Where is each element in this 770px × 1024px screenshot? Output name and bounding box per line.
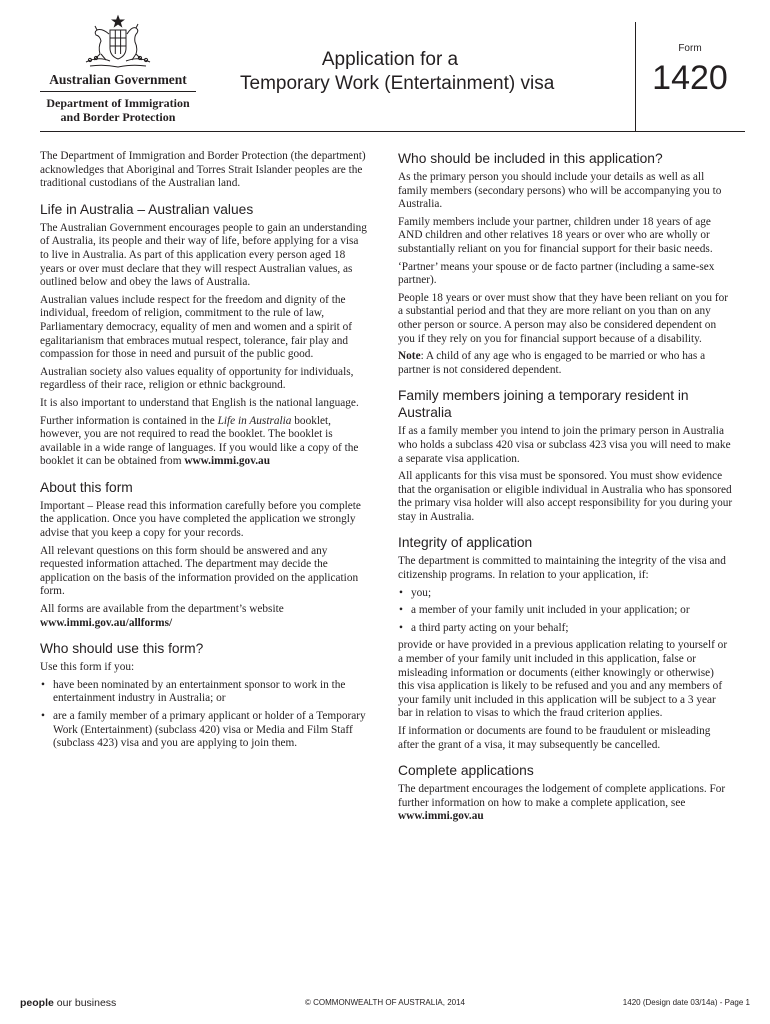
about-paragraph: All relevant questions on this form should be answered and any requested information attached. The department may decide the application on the basis of the information provided on the application form. (40, 544, 359, 598)
included-paragraph: Family members include your partner, children under 18 years of age AND children and other relatives 18 years or over who are wholly or substantially reliant on you for financial support for their basic needs. (398, 215, 713, 255)
form-number-divider (635, 22, 636, 131)
list-item: • have been nominated by an entertainment sponsor to work in the entertainment industry in Australia; or (40, 679, 368, 706)
government-name: Australian Government (49, 72, 187, 87)
included-paragraph: As the primary person you should include your details as well as all family members (secondary persons) who will be accompanying you to Australia. (398, 171, 722, 211)
integrity-heading: Integrity of application (398, 535, 533, 551)
who-included-heading: Who should be included in this application? (398, 151, 663, 166)
right-column (398, 150, 733, 828)
list-item: • are a family member of a primary applicant or holder of a Temporary Work (Entertainment) (subclass 420) visa or Media and Film Staff (subclass 423) visa and you are applying to join them. (40, 710, 368, 751)
left-column (40, 150, 368, 755)
integrity-paragraph: The department is committed to maintaining the integrity of the visa and citizenship programs. In relation to your application, if: (398, 555, 726, 582)
header-rule (40, 131, 745, 132)
booklet-text: Further information is contained in the (40, 414, 218, 427)
booklet-title: Life in Australia (217, 414, 292, 427)
included-paragraph: People 18 years or over must show that they have been reliant on you for a substantial period and that they are more reliant on you than on any other person or source. A person may also be considered dependent on you if they rely on you for financial support because of a disability. (398, 291, 729, 345)
values-paragraph: Australian society also values equality of opportunity for individuals, regardless of their race, religion or ethnic background. (40, 365, 354, 392)
integrity-paragraph: If information or documents are found to be fraudulent or misleading after the grant of a visa, it may subsequently be cancelled. (398, 725, 711, 751)
values-paragraph: Australian values include respect for the freedom and dignity of the individual, freedom of religion, commitment to the rule of law, Parliamentary democracy, equality of men and women and a spirit of egalitarianism that embraces mutual respect, tolerance, fair play and compassion for those in need and pursuit of the public good. (40, 293, 353, 361)
allforms-link[interactable]: www.immi.gov.au/allforms/ (40, 616, 173, 629)
who-should-use-intro: Use this form if you: (40, 661, 135, 674)
values-paragraph: The Australian Government encourages people to gain an understanding of Australia, its people and their way of life, before applying for a visa to live in Australia. As part of this application every person aged 18 years or over must declare that they will respect Australian values, as outlined below and obey the laws of Australia. (40, 221, 367, 289)
who-should-use-list (40, 679, 368, 751)
family-members-heading: Family members joining a temporary resident in Australia (398, 388, 689, 421)
complete-text: The department encourages the lodgement of complete applications. For further information on how to make a complete application, see (398, 783, 726, 809)
values-paragraph: It is also important to understand that English is the national language. (40, 396, 359, 409)
values-heading: Life in Australia – Australian values (40, 201, 254, 217)
integrity-list (398, 587, 733, 636)
list-item: • a third party acting on your behalf; (398, 622, 733, 636)
page-title-line2: Temporary Work (Entertainment) visa (240, 73, 555, 94)
who-should-use-heading: Who should use this form? (40, 641, 204, 657)
forms-website-text: All forms are available from the department’s website (40, 603, 284, 616)
list-item: • a member of your family unit included in your application; or (398, 604, 733, 618)
family-paragraph: If as a family member you intend to join the primary person in Australia who holds a subclass 420 visa or subclass 423 visa you will need to make a separate visa application. (398, 425, 731, 465)
complete-paragraph (398, 783, 733, 824)
booklet-text: booklet, however, you are not required to read the booklet. The booklet is available in a wide range of languages. If you would like a copy of the booklet it can be obtained from (40, 414, 359, 468)
integrity-paragraph: provide or have provided in a previous application relating to yourself or a member of your family unit included in this application, false or misleading information or documents (either knowingly or otherwise) this visa application is likely to be refused and you and any members of your family unit included in this application will be subject to a 3 year bar in relation to visas to which the fraud criterion applies. (398, 639, 728, 720)
note-label: Note (398, 350, 421, 363)
footer-brand-rest: our business (53, 997, 117, 1009)
complete-applications-heading: Complete applications (398, 763, 534, 779)
footer-page-number: 1420 (Design date 03/14a) - Page 1 (622, 998, 750, 1007)
note-paragraph (398, 350, 733, 377)
about-form-heading: About this form (40, 479, 133, 495)
form-label: Form (678, 43, 702, 54)
coat-of-arms-icon (76, 14, 160, 74)
about-paragraph: Important – Please read this information carefully before you complete the application. Once you have completed the application we strongly advise that you keep a copy for your records. (40, 499, 361, 540)
header-divider (40, 91, 196, 92)
department-name-line1: Department of Immigration (46, 96, 190, 110)
immi-website-link[interactable]: www.immi.gov.au (398, 810, 484, 823)
form-number: 1420 (652, 59, 728, 97)
page-title (240, 48, 555, 96)
note-text: : A child of any age who is engaged to be married or who has a partner is not considered dependent. (398, 350, 706, 376)
footer-brand-bold: people (20, 997, 54, 1009)
footer-copyright: © COMMONWEALTH OF AUSTRALIA, 2014 (305, 998, 465, 1007)
immi-website-link[interactable]: www.immi.gov.au (184, 455, 270, 468)
forms-website-paragraph (40, 603, 368, 630)
acknowledgement-text: The Department of Immigration and Border Protection (the department) acknowledges that Aboriginal and Torres Strait Islander peoples are the traditional custodians of the Australian land. (40, 150, 366, 190)
list-item: • you; (398, 587, 733, 601)
department-name-line2: and Border Protection (60, 110, 176, 124)
included-paragraph: ‘Partner’ means your spouse or de facto partner (including a same-sex partner). (398, 260, 715, 287)
family-paragraph: All applicants for this visa must be sponsored. You must show evidence that the organisation or eligible individual in Australia who has sponsored the primary visa holder will also accept responsibility for you during your stay in Australia. (398, 470, 733, 523)
booklet-paragraph (40, 415, 368, 469)
page-title-line1: Application for a (321, 49, 459, 70)
